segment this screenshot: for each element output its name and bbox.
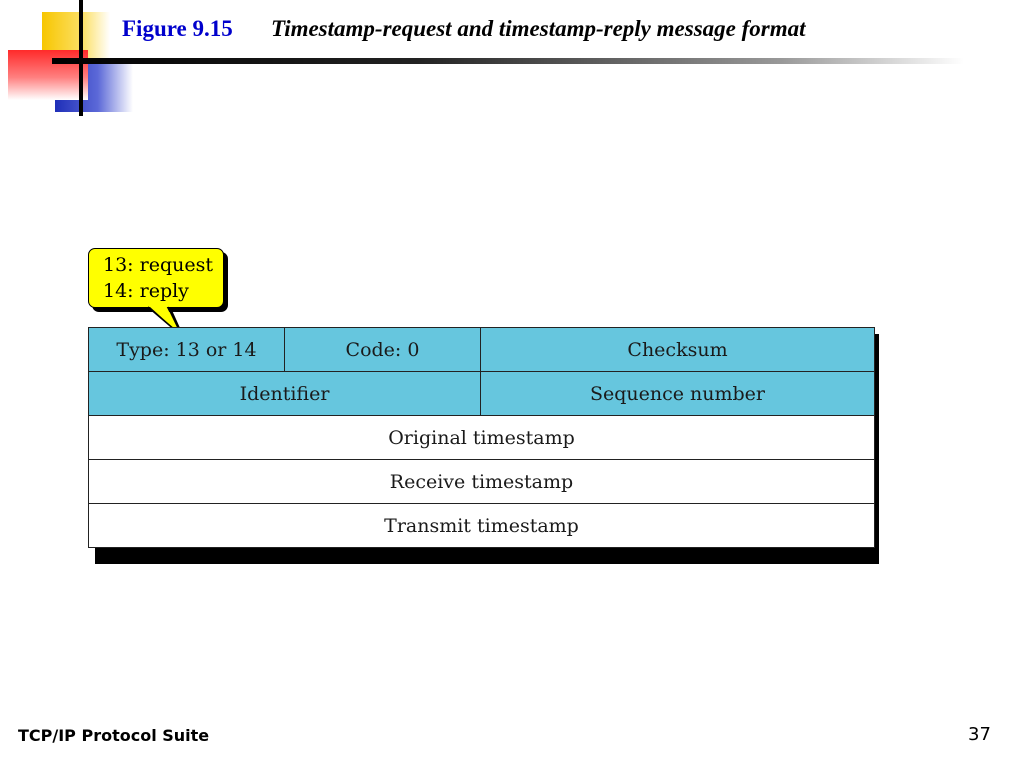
field-original-timestamp: Original timestamp <box>89 416 875 460</box>
field-checksum: Checksum <box>481 328 875 372</box>
format-row-2 <box>89 372 875 416</box>
page-number: 37 <box>968 724 991 745</box>
field-sequence-number: Sequence number <box>481 372 875 416</box>
format-row-4 <box>89 460 875 504</box>
callout-line-request: 13: request <box>103 254 213 276</box>
field-type: Type: 13 or 14 <box>89 328 285 372</box>
format-row-3 <box>89 416 875 460</box>
field-code: Code: 0 <box>285 328 481 372</box>
field-receive-timestamp: Receive timestamp <box>89 460 875 504</box>
format-row-1 <box>89 328 875 372</box>
field-transmit-timestamp: Transmit timestamp <box>89 504 875 548</box>
figure-label: Figure 9.15 <box>122 16 233 41</box>
type-callout <box>88 248 224 308</box>
footer-book-title: TCP/IP Protocol Suite <box>18 726 210 745</box>
callout-line-reply: 14: reply <box>103 280 189 302</box>
field-identifier: Identifier <box>89 372 481 416</box>
decoration-horizontal-line <box>52 58 964 64</box>
figure-title: Timestamp-request and timestamp-reply message format <box>271 16 806 41</box>
format-row-5 <box>89 504 875 548</box>
message-format-table <box>88 327 875 548</box>
